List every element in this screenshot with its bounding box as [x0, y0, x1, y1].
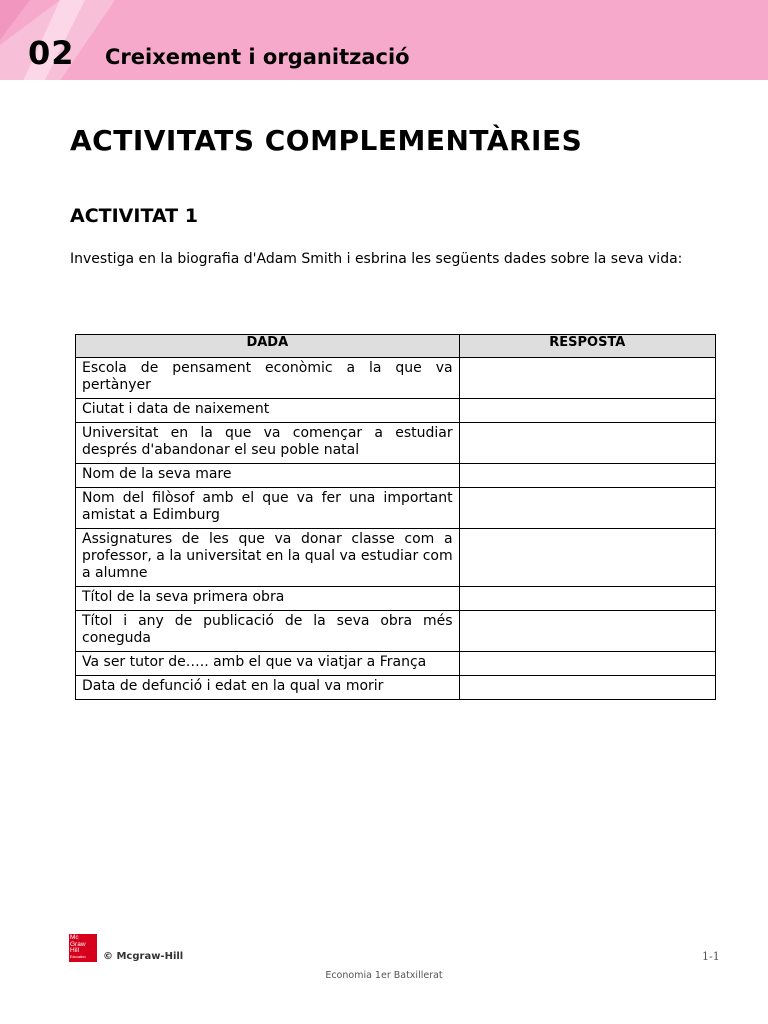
dada-cell: Nom del filòsof amb el que va fer una important amistat a Edimburg [76, 488, 460, 529]
table-row [76, 423, 716, 464]
biography-table [75, 334, 716, 700]
dada-cell: Escola de pensament econòmic a la que va pertànyer [76, 358, 460, 399]
dada-cell: Universitat en la que va començar a estudiar després d'abandonar el seu poble natal [76, 423, 460, 464]
chapter-title: Creixement i organització [105, 45, 410, 69]
table-row [76, 399, 716, 423]
column-header-resposta: RESPOSTA [459, 335, 715, 358]
course-name: Economia 1er Batxillerat [325, 970, 443, 981]
logo-line: Graw [70, 940, 86, 948]
table-row [76, 611, 716, 652]
copyright-text: © Mcgraw-Hill [103, 951, 184, 962]
table-header-row [76, 335, 716, 358]
dada-cell: Nom de la seva mare [76, 464, 460, 488]
dada-cell: Títol de la seva primera obra [76, 587, 460, 611]
activity-instructions: Investiga en la biografia d'Adam Smith i esbrina les següents dades sobre la seva vida: [70, 251, 683, 267]
page-number: 1-1 [702, 950, 720, 963]
page-header [0, 0, 768, 80]
resposta-cell[interactable] [459, 587, 715, 611]
resposta-cell[interactable] [459, 652, 715, 676]
table-row [76, 488, 716, 529]
resposta-cell[interactable] [459, 611, 715, 652]
resposta-cell[interactable] [459, 676, 715, 700]
resposta-cell[interactable] [459, 423, 715, 464]
table-row [76, 529, 716, 587]
table-row [76, 652, 716, 676]
resposta-cell[interactable] [459, 358, 715, 399]
table-row [76, 464, 716, 488]
mcgraw-hill-logo [69, 934, 97, 962]
dada-cell: Assignatures de les que va donar classe com a professor, a la universitat en la qual va estudiar com a alumne [76, 529, 460, 587]
logo-line: Hill [70, 947, 80, 954]
dada-cell: Ciutat i data de naixement [76, 399, 460, 423]
resposta-cell[interactable] [459, 488, 715, 529]
page-title: ACTIVITATS COMPLEMENTÀRIES [70, 124, 583, 157]
logo-line: Mc [70, 934, 79, 941]
column-header-dada: DADA [76, 335, 460, 358]
table-row [76, 587, 716, 611]
dada-cell: Va ser tutor de….. amb el que va viatjar a França [76, 652, 460, 676]
resposta-cell[interactable] [459, 529, 715, 587]
dada-cell: Data de defunció i edat en la qual va morir [76, 676, 460, 700]
resposta-cell[interactable] [459, 399, 715, 423]
dada-cell: Títol i any de publicació de la seva obra més coneguda [76, 611, 460, 652]
table-row [76, 358, 716, 399]
table-row [76, 676, 716, 700]
chapter-number: 02 [28, 34, 75, 72]
activity-heading: ACTIVITAT 1 [70, 205, 198, 227]
resposta-cell[interactable] [459, 464, 715, 488]
logo-line: Education [70, 954, 86, 959]
